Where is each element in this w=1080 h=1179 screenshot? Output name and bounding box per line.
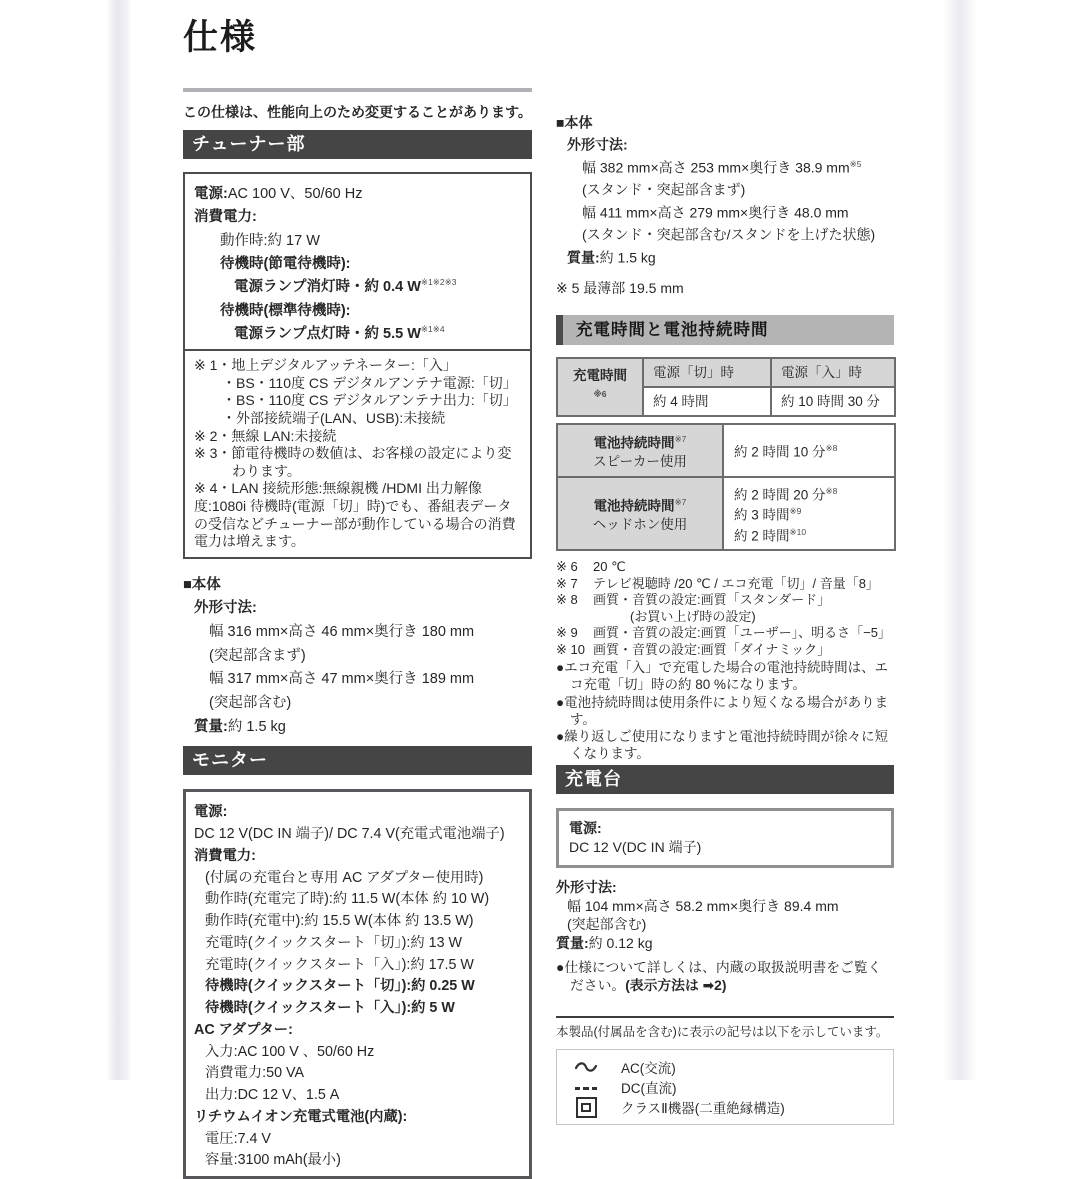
battery-label-cell: 電池持続時間$^{※7}$ スピーカー使用: [557, 424, 723, 477]
spec-line: DC 12 V(DC IN 端子)/ DC 7.4 V(充電式電池端子): [194, 825, 505, 842]
footnote-ref: ※9: [789, 506, 802, 517]
spec-line: 消費電力:50 VA: [205, 1065, 305, 1082]
battery-value-cell: [723, 477, 895, 551]
footnote-ref: ※1※2※3: [420, 277, 457, 288]
bullet-item: ●エコ充電「入」で充電した場合の電池持続時間は、エコ充電「切」時の約 80 %になります。: [556, 660, 889, 693]
spec-line: (スタンド・突起部含まず): [582, 182, 746, 199]
spec-line: 電源:: [194, 803, 228, 820]
spec-line: (突起部含む): [567, 916, 647, 933]
power-on-header-cell: 電源「入」時: [771, 358, 895, 387]
spec-line: 出力:DC 12 V、1.5 A: [205, 1086, 340, 1103]
table-row: [557, 477, 895, 551]
charge-footnotes: [556, 559, 894, 658]
bar-accent: [556, 315, 563, 345]
spec-line: ■本体: [183, 576, 221, 593]
display-method-reference: (表示方法は ➡2): [625, 978, 727, 994]
footnote-line: ※ 3・節電待機時の数値は、お客様の設定により変わります。: [194, 445, 512, 479]
footnote-line: ・BS・110度 CS デジタルアンテナ出力:「切」: [222, 392, 517, 409]
spec-line: 動作時:約 17 W: [220, 232, 320, 249]
spec-line: 電源:: [569, 820, 602, 837]
power-off-value-cell: 約 4 時間: [643, 387, 771, 416]
footnote-ref: ※8: [825, 443, 838, 454]
ac-symbol-icon: [569, 1061, 603, 1073]
spec-line: 待機時(標準待機時):: [220, 302, 351, 319]
spec-line: 外形寸法:: [194, 600, 257, 617]
spec-line: 動作時(充電完了時):約 11.5 W(本体 約 10 W): [205, 891, 490, 908]
bullet-item: ●電池持続時間は使用条件により短くなる場合があります。: [556, 694, 889, 727]
page-title: 仕様: [183, 18, 258, 57]
spec-line: 幅 317 mm×高さ 47 mm×奥行き 189 mm: [209, 671, 475, 688]
footnote-5: ※ 5 最薄部 19.5 mm: [556, 280, 684, 297]
stand-power-box: [556, 808, 894, 868]
class2-symbol-icon: [569, 1097, 603, 1118]
footnote-ref: ※8: [825, 485, 838, 496]
section-header-charge-time: 充電時間と電池持続時間: [556, 315, 894, 345]
footnote-line: ※ 10 画質・音質の設定:画質「ダイナミック」: [556, 641, 831, 657]
spec-line: (付属の充電台と専用 AC アダプター使用時): [205, 869, 484, 886]
spec-line: (突起部含まず): [209, 647, 306, 664]
footnote-line: ・外部接続端子(LAN、USB):未接続: [222, 410, 446, 427]
legend-label: AC(交流): [621, 1061, 676, 1077]
footnote-line: ※ 1・地上デジタルアッテネーター:「入」: [194, 357, 457, 374]
spec-line: 幅 411 mm×高さ 279 mm×奥行き 48.0 mm: [582, 204, 849, 221]
spec-line: 電源ランプ点灯時・約 5.5 $W^{※1※4}$: [234, 323, 445, 342]
spec-line: 質量:約 1.5 kg: [567, 249, 656, 266]
footnote-ref: ※1※4: [420, 323, 445, 334]
spec-line: 充電時(クイックスタート「切」):約 13 W: [205, 934, 462, 951]
dc-symbol-icon: [569, 1085, 603, 1090]
battery-value-line: 約 2 時間$^{※10}$: [734, 526, 807, 544]
tuner-spec-box: [183, 172, 532, 559]
spec-line: 容量:3100 mAh(最小): [205, 1152, 341, 1169]
battery-label-cell: 電池持続時間$^{※7}$ ヘッドホン使用: [557, 477, 723, 551]
spec-line: (突起部含む): [209, 694, 292, 711]
spec-line: 電圧:7.4 V: [205, 1130, 271, 1147]
footnote-line: ※ 9 画質・音質の設定:画質「ユーザー」、明るさ「−5」: [556, 625, 891, 641]
power-off-header-cell: 電源「切」時: [643, 358, 771, 387]
spec-line: AC アダプター:: [194, 1021, 293, 1038]
footnote-ref: ※6: [593, 389, 607, 400]
top-rule: [183, 88, 532, 92]
battery-value-line: 約 2 時間 20 分$^{※8}$: [734, 485, 838, 503]
spec-line: DC 12 V(DC IN 端子): [569, 839, 702, 856]
spec-line: 待機時(クイックスタート「入」):約 5 W: [205, 999, 455, 1016]
legend-row-ac: [569, 1057, 881, 1077]
battery-life-table: [556, 423, 896, 551]
tuner-spec-lines: [185, 174, 530, 349]
spec-line: 動作時(充電中):約 15.5 W(本体 約 13.5 W): [205, 912, 474, 929]
table-row: [557, 424, 895, 477]
legend-label: クラスⅡ機器(二重絶縁構造): [621, 1101, 785, 1117]
footnote-line: (お買い上げ時の設定): [630, 608, 756, 624]
main-unit-specs-left: [183, 571, 532, 736]
page-edge-shadow-left: [106, 0, 132, 1080]
spec-line: 質量:約 0.12 kg: [556, 934, 653, 951]
section-header-tuner: チューナー部: [183, 130, 532, 159]
charge-bullet-notes: [556, 659, 894, 762]
spec-line: 消費電力:: [194, 209, 257, 226]
spec-line: 待機時(クイックスタート「切」):約 0.25 W: [205, 978, 475, 995]
spec-line: 充電時(クイックスタート「入」):約 17.5 W: [205, 956, 474, 973]
battery-value-line: 約 2 時間 10 分$^{※8}$: [734, 443, 838, 460]
footnote-line: ※ 7 テレビ視聴時 /20 ℃ / エコ充電「切」/ 音量「8」: [556, 575, 879, 591]
spec-line: 外形寸法:: [556, 879, 617, 896]
footnote-line: ※ 8 画質・音質の設定:画質「スタンダード」: [556, 592, 831, 608]
section-header-stand: 充電台: [556, 765, 894, 794]
spec-line: 電源:AC 100 V、50/60 Hz: [194, 185, 363, 202]
table-row: [557, 358, 895, 387]
monitor-spec-box: [183, 789, 532, 1179]
spec-line: 幅 316 mm×高さ 46 mm×奥行き 180 mm: [209, 623, 475, 640]
symbols-legend: [556, 1049, 894, 1125]
spec-line: 待機時(節電待機時):: [220, 255, 351, 272]
spec-line: リチウムイオン充電式電池(内蔵):: [194, 1108, 408, 1125]
bottom-rule: [556, 1016, 894, 1018]
footnote-ref: ※7: [674, 434, 687, 445]
section-header-monitor: モニター: [183, 746, 532, 775]
footnote-ref: ※10: [789, 526, 807, 537]
symbols-intro: 本製品(付属品を含む)に表示の記号は以下を示しています。: [556, 1025, 889, 1040]
battery-value-line: 約 3 時間$^{※9}$: [734, 506, 802, 523]
spec-line: 幅 104 mm×高さ 58.2 mm×奥行き 89.4 mm: [567, 897, 839, 914]
spec-line: (スタンド・突起部含む/スタンドを上げた状態): [582, 226, 876, 243]
power-on-value-cell: 約 10 時間 30 分: [771, 387, 895, 416]
spec-line: 消費電力:: [194, 847, 256, 864]
footnote-ref: ※7: [674, 497, 687, 508]
left-column: [183, 0, 532, 1179]
footnote-ref: ※5: [849, 158, 862, 169]
legend-row-dc: [569, 1077, 881, 1097]
legend-row-class2: [569, 1097, 881, 1117]
spec-line: 外形寸法:: [567, 137, 628, 154]
spec-line: 入力:AC 100 V 、50/60 Hz: [205, 1043, 375, 1060]
footnote-line: ・BS・110度 CS デジタルアンテナ電源:「切」: [222, 374, 517, 391]
charge-time-table: [556, 357, 896, 417]
legend-label: DC(直流): [621, 1081, 677, 1097]
main-unit-specs-right: [556, 110, 894, 267]
footnote-line: ※ 2・無線 LAN:未接続: [194, 427, 337, 444]
page-edge-shadow-right: [944, 0, 976, 1080]
stand-specs: [556, 878, 894, 952]
spec-line: 電源ランプ消灯時・約 0.4 $W^{※1※2※3}$: [234, 277, 457, 296]
spec-line: 幅 382 mm×高さ 253 mm×奥行き 38.9 $mm^{※5}$: [582, 158, 862, 176]
footnote-line: ※ 4・LAN 接続形態:無線親機 /HDMI 出力解像度:1080i 待機時(電源「切」時)でも、番組表データの受信などチューナー部が動作している場合の消費電力は増えます。: [194, 480, 516, 550]
battery-value-cell: [723, 424, 895, 477]
charge-time-label-cell: 充電時間$^{※6}$: [557, 358, 643, 416]
manual-reference-note: ●仕様について詳しくは、内蔵の取扱説明書をご覧ください。(表示方法は ➡2): [556, 960, 882, 994]
spec-line: 質量:約 1.5 kg: [194, 718, 286, 735]
revision-notice: この仕様は、性能向上のため変更することがあります。: [183, 104, 532, 120]
spec-line: ■本体: [556, 114, 593, 131]
right-column: [556, 0, 894, 1125]
tuner-footnotes: [185, 351, 530, 557]
bullet-item: ●繰り返しご使用になりますと電池持続時間が徐々に短くなります。: [556, 728, 889, 762]
footnote-line: ※ 6 20 ℃: [556, 559, 626, 575]
